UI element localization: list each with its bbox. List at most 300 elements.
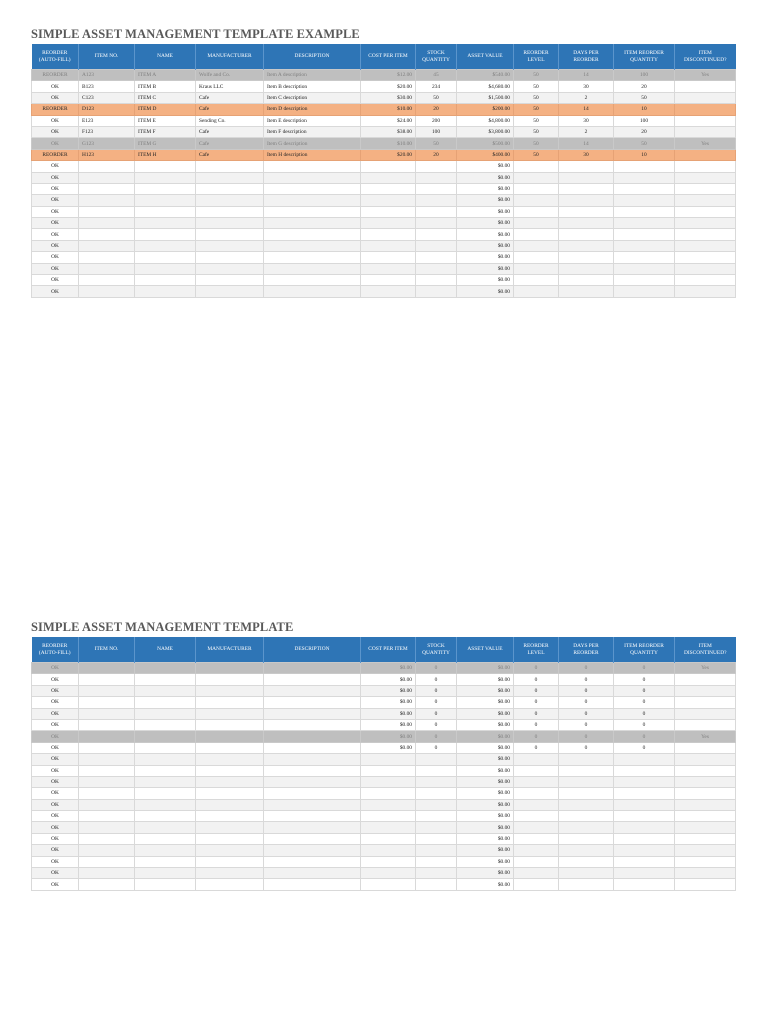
cell-item-reorder-quantity[interactable] xyxy=(614,799,675,810)
cell-asset-value[interactable]: $0.00 xyxy=(457,868,514,879)
cell-manufacturer[interactable]: Sending Co. xyxy=(196,115,264,126)
cell-reorder-status[interactable]: OK xyxy=(32,754,79,765)
cell-reorder-level[interactable]: 50 xyxy=(514,115,559,126)
cell-cost-per-item[interactable]: $0.00 xyxy=(361,731,416,742)
cell-asset-value[interactable]: $0.00 xyxy=(457,161,514,172)
cell-cost-per-item[interactable]: $0.00 xyxy=(361,685,416,696)
col-header-item-no[interactable]: ITEM NO. xyxy=(79,637,135,663)
cell-stock-quantity[interactable]: 0 xyxy=(416,674,457,685)
cell-reorder-level[interactable] xyxy=(514,754,559,765)
cell-cost-per-item[interactable]: $12.00 xyxy=(361,70,416,81)
cell-name[interactable]: ITEM F xyxy=(135,126,196,137)
cell-reorder-status[interactable]: OK xyxy=(32,765,79,776)
cell-manufacturer[interactable] xyxy=(196,172,264,183)
cell-cost-per-item[interactable] xyxy=(361,195,416,206)
cell-manufacturer[interactable] xyxy=(196,799,264,810)
cell-asset-value[interactable]: $0.00 xyxy=(457,286,514,297)
cell-reorder-level[interactable] xyxy=(514,206,559,217)
cell-name[interactable] xyxy=(135,218,196,229)
cell-stock-quantity[interactable]: 234 xyxy=(416,81,457,92)
cell-reorder-status[interactable]: OK xyxy=(32,263,79,274)
cell-description[interactable] xyxy=(264,195,361,206)
cell-days-per-reorder[interactable]: 0 xyxy=(559,674,614,685)
cell-reorder-status[interactable]: OK xyxy=(32,240,79,251)
cell-item-discontinued[interactable] xyxy=(675,799,736,810)
cell-item-discontinued[interactable]: Yes xyxy=(675,731,736,742)
cell-reorder-status[interactable]: OK xyxy=(32,183,79,194)
cell-reorder-level[interactable] xyxy=(514,879,559,890)
cell-item-reorder-quantity[interactable] xyxy=(614,183,675,194)
col-header-stock-quantity[interactable]: STOCK QUANTITY xyxy=(416,44,457,70)
cell-days-per-reorder[interactable] xyxy=(559,776,614,787)
cell-item-no[interactable]: C123 xyxy=(79,92,135,103)
cell-stock-quantity[interactable] xyxy=(416,879,457,890)
cell-asset-value[interactable]: $0.00 xyxy=(457,822,514,833)
cell-reorder-level[interactable] xyxy=(514,822,559,833)
cell-item-discontinued[interactable] xyxy=(675,754,736,765)
cell-item-reorder-quantity[interactable] xyxy=(614,240,675,251)
cell-cost-per-item[interactable] xyxy=(361,799,416,810)
cell-cost-per-item[interactable] xyxy=(361,286,416,297)
cell-stock-quantity[interactable]: 20 xyxy=(416,149,457,160)
cell-reorder-level[interactable]: 0 xyxy=(514,685,559,696)
cell-asset-value[interactable]: $0.00 xyxy=(457,788,514,799)
cell-item-no[interactable] xyxy=(79,172,135,183)
cell-stock-quantity[interactable] xyxy=(416,799,457,810)
cell-stock-quantity[interactable]: 0 xyxy=(416,742,457,753)
cell-item-reorder-quantity[interactable]: 100 xyxy=(614,115,675,126)
cell-days-per-reorder[interactable]: 14 xyxy=(559,104,614,115)
cell-asset-value[interactable]: $0.00 xyxy=(457,742,514,753)
cell-reorder-status[interactable]: OK xyxy=(32,697,79,708)
cell-reorder-level[interactable] xyxy=(514,856,559,867)
cell-reorder-level[interactable]: 50 xyxy=(514,126,559,137)
cell-days-per-reorder[interactable] xyxy=(559,856,614,867)
cell-days-per-reorder[interactable] xyxy=(559,206,614,217)
cell-item-discontinued[interactable] xyxy=(675,183,736,194)
cell-manufacturer[interactable]: Kraus LLC xyxy=(196,81,264,92)
cell-item-discontinued[interactable] xyxy=(675,149,736,160)
cell-stock-quantity[interactable]: 0 xyxy=(416,708,457,719)
cell-description[interactable] xyxy=(264,708,361,719)
cell-asset-value[interactable]: $400.00 xyxy=(457,149,514,160)
cell-cost-per-item[interactable] xyxy=(361,811,416,822)
cell-reorder-level[interactable] xyxy=(514,845,559,856)
cell-cost-per-item[interactable] xyxy=(361,788,416,799)
cell-name[interactable]: ITEM H xyxy=(135,149,196,160)
cell-cost-per-item[interactable] xyxy=(361,754,416,765)
col-header-asset-value[interactable]: ASSET VALUE xyxy=(457,637,514,663)
cell-item-discontinued[interactable] xyxy=(675,104,736,115)
cell-reorder-status[interactable]: OK xyxy=(32,788,79,799)
cell-stock-quantity[interactable] xyxy=(416,206,457,217)
cell-item-reorder-quantity[interactable] xyxy=(614,879,675,890)
cell-name[interactable] xyxy=(135,856,196,867)
cell-reorder-status[interactable]: OK xyxy=(32,92,79,103)
cell-cost-per-item[interactable] xyxy=(361,868,416,879)
cell-item-no[interactable]: H123 xyxy=(79,149,135,160)
cell-days-per-reorder[interactable] xyxy=(559,754,614,765)
cell-manufacturer[interactable] xyxy=(196,674,264,685)
cell-manufacturer[interactable] xyxy=(196,719,264,730)
cell-item-reorder-quantity[interactable] xyxy=(614,229,675,240)
cell-manufacturer[interactable] xyxy=(196,811,264,822)
cell-description[interactable] xyxy=(264,799,361,810)
cell-description[interactable]: Item E description xyxy=(264,115,361,126)
cell-stock-quantity[interactable] xyxy=(416,263,457,274)
cell-description[interactable] xyxy=(264,240,361,251)
cell-reorder-level[interactable]: 0 xyxy=(514,674,559,685)
cell-manufacturer[interactable] xyxy=(196,240,264,251)
cell-manufacturer[interactable] xyxy=(196,868,264,879)
cell-description[interactable] xyxy=(264,263,361,274)
col-header-reorder[interactable]: REORDER (AUTO-FILL) xyxy=(32,637,79,663)
cell-days-per-reorder[interactable]: 30 xyxy=(559,149,614,160)
cell-cost-per-item[interactable]: $0.00 xyxy=(361,719,416,730)
cell-days-per-reorder[interactable] xyxy=(559,195,614,206)
cell-item-discontinued[interactable] xyxy=(675,275,736,286)
cell-reorder-level[interactable]: 0 xyxy=(514,742,559,753)
cell-item-no[interactable] xyxy=(79,195,135,206)
cell-item-discontinued[interactable] xyxy=(675,833,736,844)
cell-days-per-reorder[interactable] xyxy=(559,161,614,172)
cell-item-reorder-quantity[interactable]: 0 xyxy=(614,697,675,708)
cell-days-per-reorder[interactable] xyxy=(559,240,614,251)
cell-reorder-level[interactable] xyxy=(514,286,559,297)
cell-name[interactable] xyxy=(135,206,196,217)
cell-reorder-level[interactable]: 0 xyxy=(514,663,559,674)
cell-days-per-reorder[interactable] xyxy=(559,229,614,240)
cell-item-discontinued[interactable] xyxy=(675,263,736,274)
cell-stock-quantity[interactable] xyxy=(416,776,457,787)
cell-manufacturer[interactable]: Cafe xyxy=(196,138,264,149)
cell-reorder-level[interactable] xyxy=(514,161,559,172)
cell-asset-value[interactable]: $0.00 xyxy=(457,731,514,742)
col-header-stock-quantity[interactable]: STOCK QUANTITY xyxy=(416,637,457,663)
cell-item-no[interactable] xyxy=(79,275,135,286)
cell-description[interactable] xyxy=(264,788,361,799)
cell-manufacturer[interactable] xyxy=(196,275,264,286)
cell-stock-quantity[interactable] xyxy=(416,172,457,183)
cell-manufacturer[interactable] xyxy=(196,685,264,696)
cell-name[interactable] xyxy=(135,742,196,753)
cell-reorder-level[interactable] xyxy=(514,833,559,844)
cell-item-discontinued[interactable] xyxy=(675,172,736,183)
cell-item-reorder-quantity[interactable] xyxy=(614,765,675,776)
cell-item-no[interactable] xyxy=(79,833,135,844)
cell-manufacturer[interactable] xyxy=(196,754,264,765)
col-header-reorder-level[interactable]: REORDER LEVEL xyxy=(514,44,559,70)
cell-manufacturer[interactable] xyxy=(196,697,264,708)
cell-item-reorder-quantity[interactable] xyxy=(614,811,675,822)
cell-reorder-level[interactable]: 0 xyxy=(514,697,559,708)
cell-name[interactable] xyxy=(135,183,196,194)
cell-item-reorder-quantity[interactable]: 0 xyxy=(614,708,675,719)
cell-days-per-reorder[interactable] xyxy=(559,879,614,890)
cell-item-no[interactable]: F123 xyxy=(79,126,135,137)
cell-reorder-status[interactable]: OK xyxy=(32,172,79,183)
cell-asset-value[interactable]: $200.00 xyxy=(457,104,514,115)
cell-days-per-reorder[interactable] xyxy=(559,799,614,810)
cell-manufacturer[interactable]: Cafe xyxy=(196,104,264,115)
cell-manufacturer[interactable] xyxy=(196,731,264,742)
cell-reorder-level[interactable] xyxy=(514,799,559,810)
cell-name[interactable]: ITEM A xyxy=(135,70,196,81)
cell-cost-per-item[interactable] xyxy=(361,765,416,776)
cell-description[interactable] xyxy=(264,663,361,674)
cell-item-no[interactable] xyxy=(79,856,135,867)
cell-item-no[interactable] xyxy=(79,229,135,240)
cell-reorder-level[interactable]: 50 xyxy=(514,92,559,103)
col-header-reorder-level[interactable]: REORDER LEVEL xyxy=(514,637,559,663)
col-header-name[interactable]: NAME xyxy=(135,637,196,663)
cell-reorder-level[interactable] xyxy=(514,765,559,776)
cell-asset-value[interactable]: $0.00 xyxy=(457,811,514,822)
cell-reorder-level[interactable] xyxy=(514,275,559,286)
cell-description[interactable] xyxy=(264,754,361,765)
col-header-item-no[interactable]: ITEM NO. xyxy=(79,44,135,70)
cell-manufacturer[interactable]: Cafe xyxy=(196,126,264,137)
cell-name[interactable] xyxy=(135,674,196,685)
cell-cost-per-item[interactable] xyxy=(361,172,416,183)
cell-name[interactable] xyxy=(135,195,196,206)
cell-stock-quantity[interactable] xyxy=(416,183,457,194)
cell-reorder-level[interactable] xyxy=(514,172,559,183)
cell-asset-value[interactable]: $500.00 xyxy=(457,138,514,149)
cell-item-discontinued[interactable] xyxy=(675,856,736,867)
cell-item-discontinued[interactable] xyxy=(675,115,736,126)
cell-description[interactable] xyxy=(264,719,361,730)
col-header-cost-per-item[interactable]: COST PER ITEM xyxy=(361,637,416,663)
cell-name[interactable] xyxy=(135,229,196,240)
cell-item-reorder-quantity[interactable]: 0 xyxy=(614,742,675,753)
cell-name[interactable] xyxy=(135,811,196,822)
cell-item-reorder-quantity[interactable] xyxy=(614,788,675,799)
cell-stock-quantity[interactable] xyxy=(416,856,457,867)
cell-description[interactable] xyxy=(264,776,361,787)
cell-manufacturer[interactable] xyxy=(196,252,264,263)
cell-cost-per-item[interactable]: $38.00 xyxy=(361,126,416,137)
cell-asset-value[interactable]: $0.00 xyxy=(457,229,514,240)
cell-item-no[interactable] xyxy=(79,719,135,730)
cell-reorder-level[interactable]: 50 xyxy=(514,149,559,160)
cell-stock-quantity[interactable] xyxy=(416,788,457,799)
cell-item-no[interactable] xyxy=(79,868,135,879)
cell-description[interactable] xyxy=(264,811,361,822)
cell-item-reorder-quantity[interactable] xyxy=(614,195,675,206)
cell-stock-quantity[interactable] xyxy=(416,275,457,286)
cell-asset-value[interactable]: $0.00 xyxy=(457,172,514,183)
cell-name[interactable] xyxy=(135,708,196,719)
cell-stock-quantity[interactable] xyxy=(416,765,457,776)
cell-name[interactable]: ITEM B xyxy=(135,81,196,92)
cell-item-no[interactable] xyxy=(79,697,135,708)
cell-name[interactable] xyxy=(135,799,196,810)
cell-asset-value[interactable]: $0.00 xyxy=(457,663,514,674)
cell-stock-quantity[interactable] xyxy=(416,252,457,263)
cell-manufacturer[interactable] xyxy=(196,708,264,719)
cell-item-reorder-quantity[interactable] xyxy=(614,286,675,297)
cell-item-no[interactable]: E123 xyxy=(79,115,135,126)
cell-stock-quantity[interactable]: 0 xyxy=(416,663,457,674)
cell-asset-value[interactable]: $0.00 xyxy=(457,833,514,844)
cell-item-no[interactable] xyxy=(79,674,135,685)
cell-reorder-status[interactable]: OK xyxy=(32,776,79,787)
cell-item-no[interactable] xyxy=(79,811,135,822)
cell-days-per-reorder[interactable] xyxy=(559,183,614,194)
cell-stock-quantity[interactable] xyxy=(416,754,457,765)
cell-item-discontinued[interactable] xyxy=(675,229,736,240)
cell-description[interactable] xyxy=(264,879,361,890)
cell-item-reorder-quantity[interactable] xyxy=(614,822,675,833)
cell-reorder-level[interactable]: 50 xyxy=(514,138,559,149)
cell-item-no[interactable] xyxy=(79,742,135,753)
cell-description[interactable] xyxy=(264,161,361,172)
cell-item-discontinued[interactable] xyxy=(675,240,736,251)
col-header-cost-per-item[interactable]: COST PER ITEM xyxy=(361,44,416,70)
cell-description[interactable]: Item H description xyxy=(264,149,361,160)
cell-item-reorder-quantity[interactable]: 10 xyxy=(614,149,675,160)
cell-name[interactable]: ITEM D xyxy=(135,104,196,115)
cell-days-per-reorder[interactable] xyxy=(559,822,614,833)
cell-reorder-status[interactable]: OK xyxy=(32,138,79,149)
cell-name[interactable] xyxy=(135,845,196,856)
cell-reorder-level[interactable] xyxy=(514,776,559,787)
cell-item-discontinued[interactable] xyxy=(675,868,736,879)
cell-name[interactable] xyxy=(135,240,196,251)
cell-asset-value[interactable]: $0.00 xyxy=(457,195,514,206)
cell-days-per-reorder[interactable]: 0 xyxy=(559,663,614,674)
cell-cost-per-item[interactable] xyxy=(361,218,416,229)
cell-reorder-status[interactable]: OK xyxy=(32,195,79,206)
cell-cost-per-item[interactable]: $0.00 xyxy=(361,663,416,674)
cell-reorder-level[interactable] xyxy=(514,811,559,822)
cell-days-per-reorder[interactable]: 30 xyxy=(559,115,614,126)
cell-item-reorder-quantity[interactable] xyxy=(614,776,675,787)
cell-asset-value[interactable]: $4,800.00 xyxy=(457,115,514,126)
cell-cost-per-item[interactable] xyxy=(361,275,416,286)
cell-days-per-reorder[interactable] xyxy=(559,263,614,274)
cell-cost-per-item[interactable] xyxy=(361,776,416,787)
cell-reorder-level[interactable] xyxy=(514,183,559,194)
cell-asset-value[interactable]: $0.00 xyxy=(457,776,514,787)
cell-stock-quantity[interactable] xyxy=(416,811,457,822)
cell-days-per-reorder[interactable]: 0 xyxy=(559,731,614,742)
cell-item-no[interactable]: A123 xyxy=(79,70,135,81)
col-header-name[interactable]: NAME xyxy=(135,44,196,70)
cell-manufacturer[interactable] xyxy=(196,879,264,890)
cell-reorder-level[interactable] xyxy=(514,218,559,229)
cell-description[interactable] xyxy=(264,172,361,183)
cell-item-no[interactable]: B123 xyxy=(79,81,135,92)
cell-stock-quantity[interactable]: 50 xyxy=(416,92,457,103)
cell-name[interactable] xyxy=(135,286,196,297)
cell-manufacturer[interactable] xyxy=(196,229,264,240)
cell-asset-value[interactable]: $540.00 xyxy=(457,70,514,81)
cell-item-no[interactable] xyxy=(79,286,135,297)
cell-description[interactable]: Item A description xyxy=(264,70,361,81)
cell-description[interactable] xyxy=(264,206,361,217)
col-header-reorder[interactable]: REORDER (AUTO-FILL) xyxy=(32,44,79,70)
cell-reorder-status[interactable]: OK xyxy=(32,286,79,297)
cell-item-no[interactable] xyxy=(79,822,135,833)
cell-reorder-status[interactable]: OK xyxy=(32,115,79,126)
cell-reorder-status[interactable]: OK xyxy=(32,206,79,217)
cell-asset-value[interactable]: $1,500.00 xyxy=(457,92,514,103)
cell-days-per-reorder[interactable] xyxy=(559,252,614,263)
cell-reorder-level[interactable]: 0 xyxy=(514,719,559,730)
cell-item-no[interactable] xyxy=(79,776,135,787)
cell-item-discontinued[interactable]: Yes xyxy=(675,138,736,149)
cell-reorder-level[interactable] xyxy=(514,868,559,879)
cell-item-discontinued[interactable] xyxy=(675,788,736,799)
cell-cost-per-item[interactable]: $30.00 xyxy=(361,92,416,103)
cell-asset-value[interactable]: $0.00 xyxy=(457,879,514,890)
cell-days-per-reorder[interactable]: 0 xyxy=(559,719,614,730)
cell-asset-value[interactable]: $0.00 xyxy=(457,218,514,229)
cell-stock-quantity[interactable] xyxy=(416,229,457,240)
cell-reorder-status[interactable]: OK xyxy=(32,822,79,833)
cell-stock-quantity[interactable] xyxy=(416,161,457,172)
cell-item-no[interactable] xyxy=(79,685,135,696)
cell-name[interactable] xyxy=(135,833,196,844)
cell-manufacturer[interactable] xyxy=(196,206,264,217)
cell-manufacturer[interactable] xyxy=(196,833,264,844)
cell-reorder-status[interactable]: OK xyxy=(32,845,79,856)
cell-item-no[interactable] xyxy=(79,240,135,251)
cell-cost-per-item[interactable] xyxy=(361,240,416,251)
cell-stock-quantity[interactable]: 45 xyxy=(416,70,457,81)
cell-reorder-status[interactable]: OK xyxy=(32,685,79,696)
cell-asset-value[interactable]: $0.00 xyxy=(457,765,514,776)
cell-asset-value[interactable]: $0.00 xyxy=(457,275,514,286)
cell-item-discontinued[interactable] xyxy=(675,811,736,822)
cell-name[interactable] xyxy=(135,252,196,263)
cell-asset-value[interactable]: $0.00 xyxy=(457,206,514,217)
cell-stock-quantity[interactable]: 0 xyxy=(416,685,457,696)
cell-asset-value[interactable]: $0.00 xyxy=(457,799,514,810)
cell-item-no[interactable] xyxy=(79,183,135,194)
cell-name[interactable] xyxy=(135,788,196,799)
cell-item-discontinued[interactable] xyxy=(675,252,736,263)
cell-manufacturer[interactable] xyxy=(196,195,264,206)
cell-item-no[interactable] xyxy=(79,663,135,674)
cell-asset-value[interactable]: $4,680.00 xyxy=(457,81,514,92)
col-header-item-discontinued[interactable]: ITEM DISCONTINUED? xyxy=(675,637,736,663)
cell-cost-per-item[interactable] xyxy=(361,856,416,867)
cell-asset-value[interactable]: $0.00 xyxy=(457,856,514,867)
cell-description[interactable] xyxy=(264,856,361,867)
cell-days-per-reorder[interactable] xyxy=(559,811,614,822)
cell-asset-value[interactable]: $0.00 xyxy=(457,685,514,696)
cell-cost-per-item[interactable] xyxy=(361,263,416,274)
cell-description[interactable] xyxy=(264,731,361,742)
cell-item-reorder-quantity[interactable] xyxy=(614,754,675,765)
cell-cost-per-item[interactable] xyxy=(361,161,416,172)
cell-reorder-status[interactable]: OK xyxy=(32,663,79,674)
cell-name[interactable] xyxy=(135,719,196,730)
cell-asset-value[interactable]: $0.00 xyxy=(457,845,514,856)
cell-asset-value[interactable]: $0.00 xyxy=(457,183,514,194)
cell-stock-quantity[interactable]: 100 xyxy=(416,126,457,137)
cell-stock-quantity[interactable]: 0 xyxy=(416,697,457,708)
cell-description[interactable] xyxy=(264,697,361,708)
cell-manufacturer[interactable] xyxy=(196,776,264,787)
cell-days-per-reorder[interactable]: 0 xyxy=(559,685,614,696)
cell-description[interactable]: Item F description xyxy=(264,126,361,137)
cell-days-per-reorder[interactable] xyxy=(559,845,614,856)
cell-item-reorder-quantity[interactable]: 0 xyxy=(614,663,675,674)
